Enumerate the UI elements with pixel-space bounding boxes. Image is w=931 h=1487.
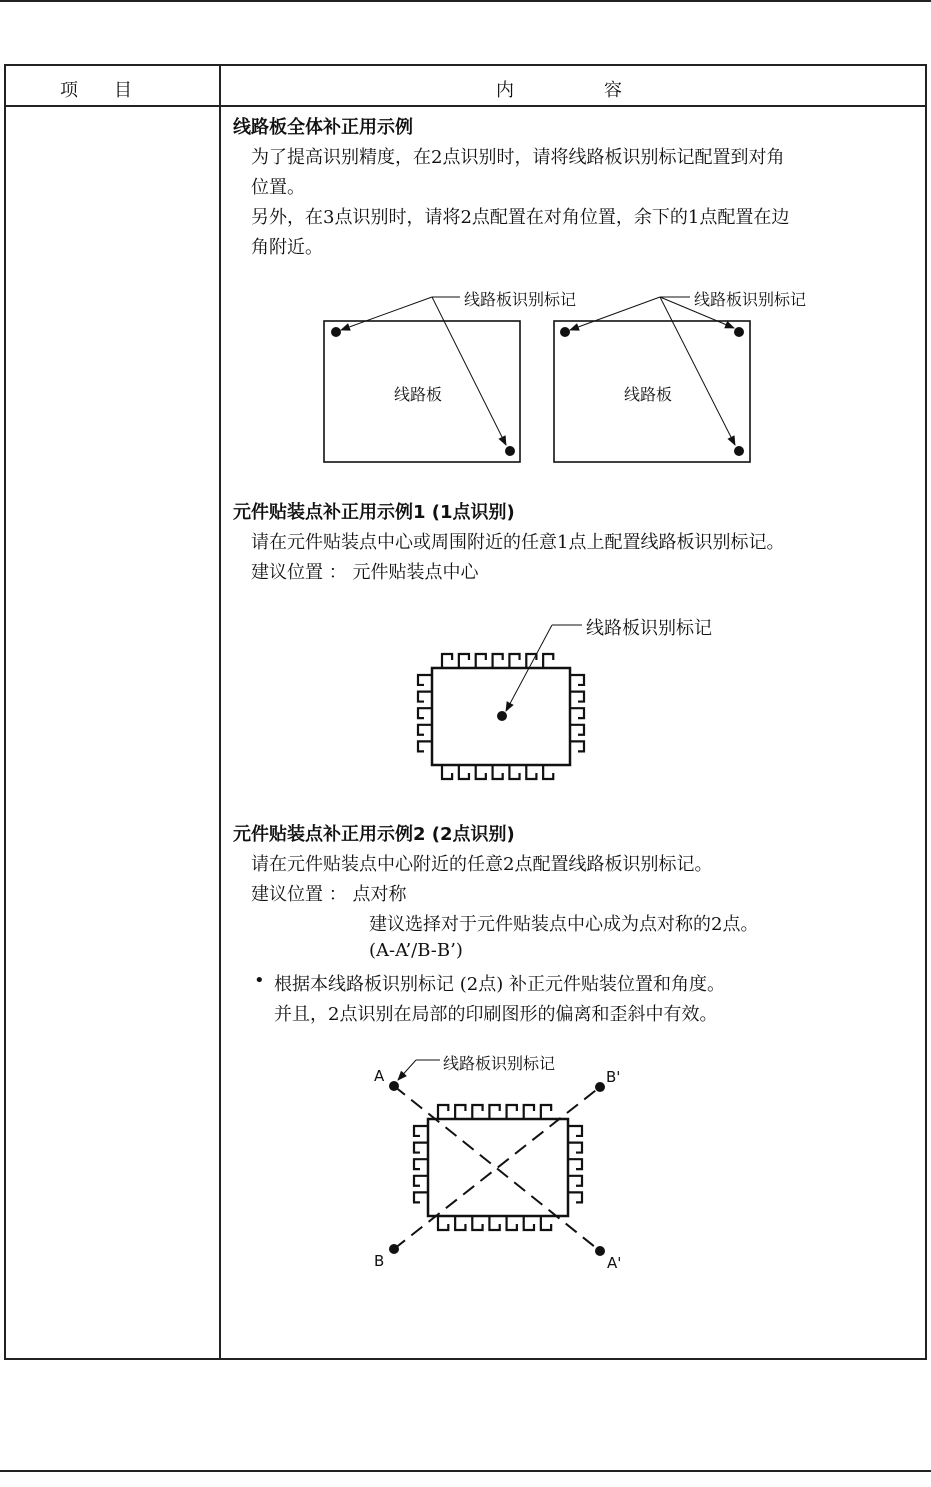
component-lead (568, 1126, 582, 1136)
component-lead (414, 1126, 428, 1136)
component-lead (489, 1216, 499, 1230)
point-a-prime-label: A' (607, 1254, 622, 1272)
section1-line: 角附近。 (251, 237, 323, 258)
section1-line: 为了提高识别精度，在2点识别时，请将线路板识别标记配置到对角 (251, 147, 785, 168)
component-lead (455, 1105, 465, 1119)
section1-line: 位置。 (251, 177, 305, 198)
section3-title: 元件贴装点补正用示例2 (2点识别) (233, 824, 515, 845)
bottom-rule (0, 1470, 931, 1472)
component-lead (507, 1216, 517, 1230)
mark-label: 线路板识别标记 (694, 290, 807, 309)
component-lead (541, 1216, 551, 1230)
component-lead (414, 1159, 428, 1169)
component-lead (414, 1176, 428, 1186)
section3-line: (A-A’/B-B’) (369, 940, 463, 961)
fiducial-dot-b (389, 1244, 399, 1254)
board-label: 线路板 (394, 385, 443, 404)
component-lead (568, 1176, 582, 1186)
component-lead (472, 1105, 482, 1119)
bullet: • (254, 970, 265, 991)
component-lead (438, 1105, 448, 1119)
header-item: 项 目 (60, 80, 132, 101)
section2-title: 元件贴装点补正用示例1 (1点识别) (233, 502, 515, 523)
section3-line: 请在元件贴装点中心附近的任意2点配置线路板识别标记。 (251, 854, 713, 875)
component-lead (414, 1143, 428, 1153)
mark-label: 线路板识别标记 (586, 618, 712, 639)
board-label: 线路板 (624, 385, 673, 404)
mark-label: 线路板识别标记 (464, 290, 577, 309)
component-lead (524, 1105, 534, 1119)
section2-line: 请在元件贴装点中心或周围附近的任意1点上配置线路板识别标记。 (251, 532, 785, 553)
component-lead (568, 1192, 582, 1202)
component-lead (489, 1105, 499, 1119)
section3-line: 根据本线路板识别标记 (2点) 补正元件贴装位置和角度。 (274, 974, 725, 995)
component-lead (568, 1159, 582, 1169)
component-lead (414, 1192, 428, 1202)
component-lead (455, 1216, 465, 1230)
component-lead (541, 1105, 551, 1119)
section1-title: 线路板全体补正用示例 (233, 117, 413, 138)
component-lead (472, 1216, 482, 1230)
section3-line: 建议位置 ： 点对称 (251, 884, 407, 905)
section3-line: 并且，2点识别在局部的印刷图形的偏离和歪斜中有效。 (274, 1004, 718, 1025)
component-lead (507, 1105, 517, 1119)
fiducial-dot-b-prime (595, 1082, 605, 1092)
mark-label: 线路板识别标记 (443, 1054, 556, 1073)
section2-line: 建议位置 ： 元件贴装点中心 (251, 562, 479, 583)
point-b-label: B (374, 1252, 385, 1270)
header-content: 内 容 (496, 80, 622, 101)
fiducial-dot-a-prime (595, 1246, 605, 1256)
fiducial-dot-a (389, 1081, 399, 1091)
point-b-prime-label: B' (606, 1068, 621, 1086)
point-a-label: A (374, 1067, 385, 1085)
component-lead (568, 1143, 582, 1153)
component-lead (524, 1216, 534, 1230)
component-lead (438, 1216, 448, 1230)
section1-line: 另外，在3点识别时，请将2点配置在对角位置，余下的1点配置在边 (251, 207, 790, 228)
section3-line: 建议选择对于元件贴装点中心成为点对称的2点。 (369, 914, 759, 935)
